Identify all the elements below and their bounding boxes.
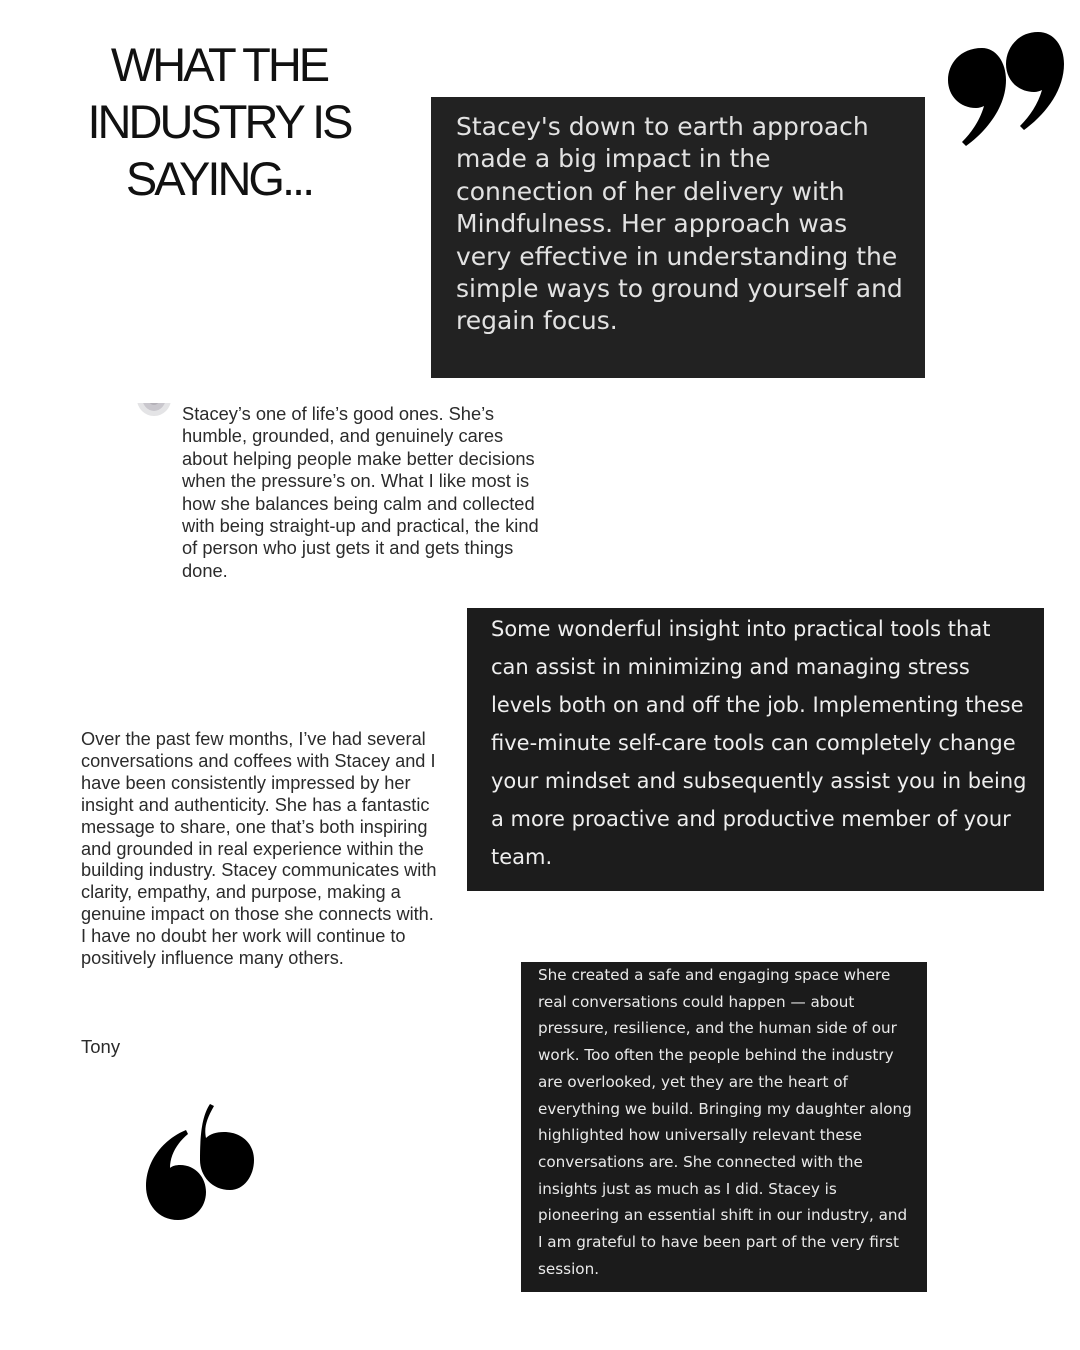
closing-quote-right-mark bbox=[1006, 32, 1064, 130]
avatar-icon bbox=[135, 403, 173, 419]
closing-quote-left-mark bbox=[948, 48, 1006, 146]
testimonial-coffees-text: Over the past few months, I’ve had several conversations and coffees with Stacey and I have been consistently impressed by her insight and authenticity. She has a fantastic message to share, one that’s both inspiring and grounded in real experience within the building industry. Stacey communicates with clarity, empathy, and purpose, making a genuine impact on those she connects with. bbox=[81, 729, 437, 925]
testimonial-card-safe-space bbox=[521, 962, 927, 1292]
testimonial-good-ones-text: Stacey’s one of life’s good ones. She’s humble, grounded, and genuinely cares about helping people make better decisions when the pressure’s on. What I like most is how she balances being calm and collected with being straight-up and practical, the kind of person who just gets it and gets things done. bbox=[182, 403, 539, 581]
testimonial-card-mindfulness bbox=[431, 97, 925, 378]
page-title-line-1: WHAT THE bbox=[110, 38, 328, 91]
testimonial-card-safe-space-text: She created a safe and engaging space where real conversations could happen — about pressure, resilience, and the human side of our work. Too often the people behind the industry are overlooked, yet they are the heart of everything we build. Bringing my daughter along highlighted how universally relevant these conversations are. She connected with the insights just as much as I did. Stacey is pioneering an essential shift in our industry, and I am grateful to have been part of the very first session. bbox=[538, 966, 912, 1278]
testimonial-good-ones bbox=[182, 403, 552, 582]
opening-quote-icon bbox=[138, 1098, 262, 1224]
opening-quote-left-mark bbox=[146, 1130, 206, 1220]
testimonial-card-practical-tools-text: Some wonderful insight into practical tools that can assist in minimizing and managing stress levels both on and off the job. Implementing these five-minute self-care tools can completely change your mindset and subsequently assist you in being a more proactive and productive member of your team. bbox=[491, 617, 1027, 869]
page-title-line-2: INDUSTRY IS bbox=[87, 95, 351, 148]
opening-quote-right-mark bbox=[200, 1104, 254, 1190]
testimonial-card-practical-tools bbox=[467, 608, 1044, 891]
testimonial-coffees-closing: I have no doubt her work will continue to positively influence many others. bbox=[81, 926, 406, 969]
testimonial-coffees bbox=[81, 729, 453, 970]
testimonial-card-mindfulness-text: Stacey's down to earth approach made a big impact in the connection of her delivery with Mindfulness. Her approach was very effective in understanding the simple ways to ground yourself and regain focus. bbox=[456, 112, 903, 336]
closing-quote-icon bbox=[940, 22, 1070, 148]
page-title bbox=[60, 36, 378, 207]
page-title-line-3: SAYING... bbox=[125, 152, 313, 205]
testimonial-signature: Tony bbox=[81, 1036, 121, 1057]
